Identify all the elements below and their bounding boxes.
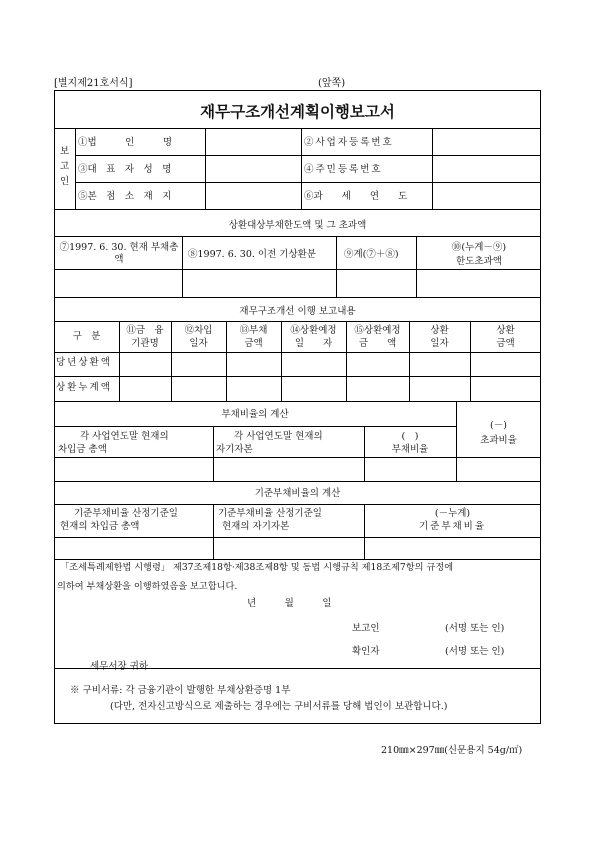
rrn-field[interactable] (433, 156, 540, 181)
reporter-group-label-2: 고 (60, 161, 70, 172)
tax-year-label: ⑥과 세 연 도 (304, 191, 408, 202)
col16-header-line1: 상환 (430, 325, 449, 336)
standard-col-a-line2: 현재의 차입금 총액 (60, 521, 140, 532)
statement-line1: 「조세특례제한법 시행령」 제37조제18항·제38조제8항 및 동법 시행규칙 제18조제7항의 규정에 (60, 562, 454, 573)
attachment-note-exception: (다만, 전자신고방식으로 제출하는 경우에는 구비서류를 당해 법인이 보관합니다.) (110, 701, 448, 712)
ratio-col-c-line1: ( ) (401, 431, 419, 442)
limit-section-heading: 상환대상부채한도액 및 그 초과액 (228, 220, 367, 231)
form-title: 재무구조개선계획이행보고서 (200, 103, 395, 121)
col12-header-line2: 일자 (189, 338, 208, 349)
col9-header: ⑨계(⑦＋⑧) (344, 249, 399, 260)
biz-reg-no-field[interactable] (433, 130, 540, 154)
col14-header-line1: ⑭상환예정 (290, 325, 337, 336)
reporter-signature[interactable]: (서명 또는 인) (445, 623, 505, 634)
ratio-col-c-line2: 부채비율 (391, 444, 429, 455)
standard-section-heading: 기준부채비율의 계산 (254, 488, 341, 499)
reporter-group-label-3: 인 (60, 176, 70, 187)
col8-field[interactable] (183, 270, 335, 296)
standard-col-a-line1: 기준부채비율 산정기준일 (74, 508, 178, 519)
col11-header-line2: 기관명 (131, 338, 159, 349)
corp-name-field[interactable] (206, 130, 300, 154)
statement-line2: 의하여 부채상환을 이행하였음을 보고합니다. (57, 581, 238, 592)
col16-header-line2: 일자 (430, 338, 449, 349)
col17-header-line2: 금액 (496, 338, 515, 349)
row-cumulative-repayment: 상환누계액 (56, 382, 112, 393)
col12-header-line1: ⑫차입 (184, 325, 213, 336)
ratio-col-d-line2: 초과비율 (480, 435, 517, 446)
ratio-section-heading: 부채비율의 계산 (221, 409, 289, 420)
category-header: 구 분 (72, 331, 101, 342)
standard-col-c-line1: (－누계) (434, 508, 471, 519)
corp-name-label: ①법 인 명 (78, 137, 173, 148)
col13-header-line1: ⑬부채 (239, 325, 268, 336)
ratio-col-b-line2: 자기자본 (216, 444, 253, 455)
row-current-repayment: 당년상환액 (56, 357, 112, 368)
rrn-label: ④주민등록번호 (304, 164, 383, 175)
rep-name-field[interactable] (206, 156, 300, 181)
col11-header-line1: ⑪금 융 (126, 325, 164, 336)
paper-spec: 210㎜×297㎜(신문용지 54g/㎡) (381, 745, 523, 756)
col10-field[interactable] (417, 270, 540, 296)
col14-header-line2: 일 자 (294, 338, 333, 349)
improvement-section-heading: 재무구조개선 이행 보고내용 (239, 306, 356, 317)
col9-field[interactable] (337, 270, 415, 296)
col15-header-line2: 금 액 (358, 338, 397, 349)
col7-header: ⑦1997. 6. 30. 현재 부채총액 (59, 242, 179, 265)
biz-reg-no-label: ②사업자등록번호 (304, 137, 394, 148)
col10-header-line2: 한도초과액 (456, 256, 502, 267)
reporter-label: 보고인 (352, 623, 380, 634)
hq-address-field[interactable] (206, 183, 300, 208)
ratio-col-b-line1: 각 사업연도말 현재의 (234, 431, 323, 442)
col8-header: ⑧1997. 6. 30. 이전 기상환분 (188, 249, 317, 260)
col10-header-line1: ⑩(누계－⑨) (451, 242, 507, 253)
col17-header-line1: 상환 (496, 325, 515, 336)
form-number: [별지제21호서식] (54, 78, 133, 89)
ratio-col-a-line2: 차입금 총액 (58, 444, 107, 455)
addressee: 세무서장 귀하 (90, 661, 149, 672)
tax-year-field[interactable] (433, 183, 540, 208)
col13-header-line2: 금액 (244, 338, 263, 349)
verifier-signature[interactable]: (서명 또는 인) (445, 646, 505, 657)
rep-name-label: ③대 표 자 성 명 (78, 164, 172, 175)
standard-col-b-line2: 현재의 자기자본 (222, 521, 290, 532)
col7-field[interactable] (55, 270, 181, 296)
col15-header-line1: ⑮상환예정 (354, 325, 401, 336)
ratio-col-d-line1: (－) (490, 420, 507, 431)
attachment-note: ※ 구비서류: 각 금융기관이 발행한 부채상환증명 1부 (70, 685, 291, 696)
reporter-group-label-1: 보 (60, 146, 70, 157)
verifier-label: 확인자 (352, 646, 380, 657)
hq-address-label: ⑤본 점 소 재 지 (78, 191, 172, 202)
report-date: 년 월 일 (247, 598, 332, 609)
ratio-col-a-line1: 각 사업연도말 현재의 (80, 431, 169, 442)
standard-col-c-line2: 기준부채비율 (418, 521, 487, 532)
page-side-label: (앞쪽) (318, 78, 346, 89)
standard-col-b-line1: 기준부채비율 산정기준일 (218, 508, 322, 519)
